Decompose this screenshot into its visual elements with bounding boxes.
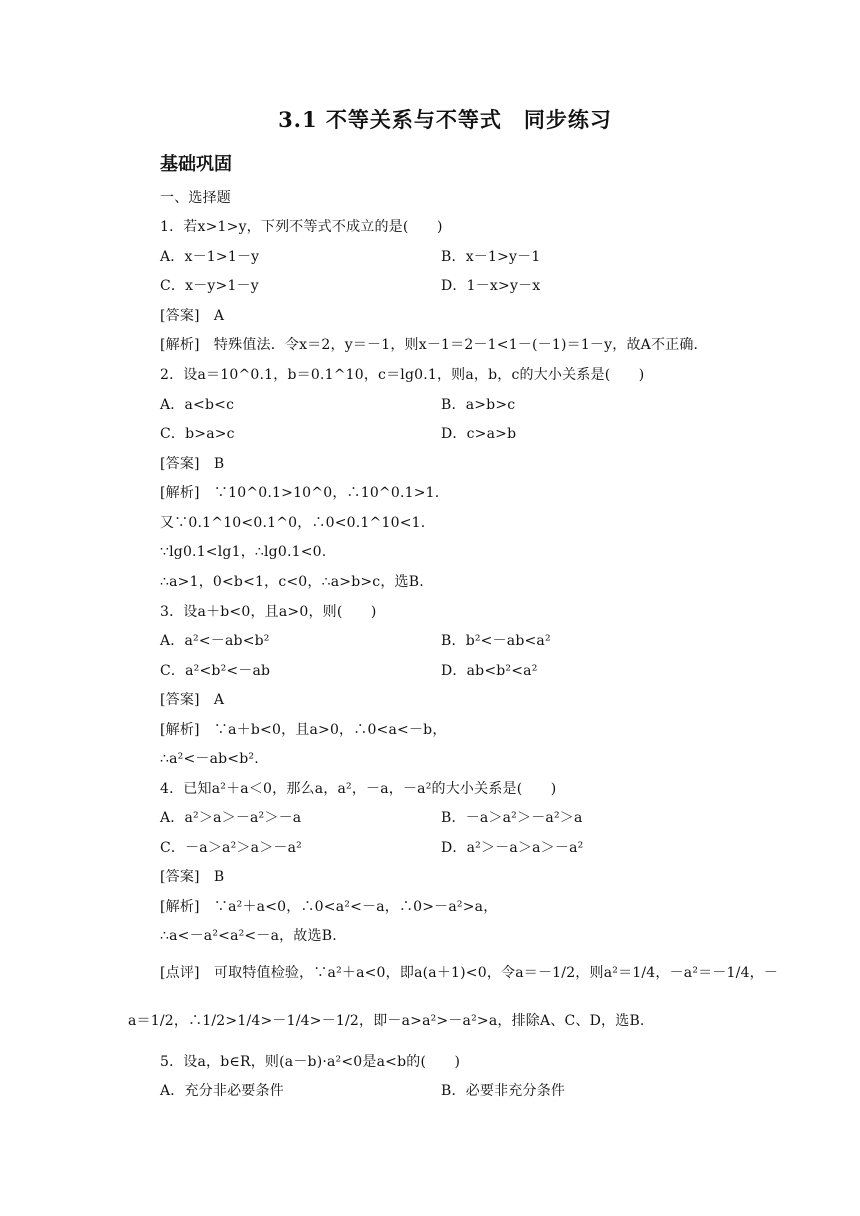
question-3-option-a: A．a²<－ab<b² [160, 633, 270, 649]
part-heading: 一、选择题 [160, 190, 231, 206]
question-2-option-b: B．a>b>c [441, 397, 516, 413]
question-1-option-b: B．x－1>y－1 [441, 249, 541, 265]
question-3-option-d: D．ab<b²<a² [441, 663, 538, 679]
question-2-answer: [答案] B [160, 456, 225, 472]
question-2-option-d: D．c>a>b [441, 426, 517, 442]
question-4-option-c: C．－a＞a²＞a＞－a² [160, 840, 302, 856]
question-3-option-b: B．b²<－ab<a² [441, 633, 551, 649]
question-4-option-d: D．a²＞－a＞a＞－a² [441, 840, 584, 856]
question-1-answer: [答案] A [160, 308, 225, 324]
question-1-stem: 1．若x>1>y，下列不等式不成立的是( ) [160, 219, 443, 235]
question-2-stem: 2．设a＝10^0.1，b＝0.1^10，c＝lg0.1，则a，b，c的大小关系是( ) [160, 367, 645, 383]
question-1-analysis: [解析] 特殊值法．令x＝2，y＝－1，则x－1＝2－1<1－(－1)＝1－y，故A不正确． [160, 337, 708, 353]
question-5-option-a: A．充分非必要条件 [160, 1083, 284, 1099]
question-2-analysis-line: 又∵0.1^10<0.1^0，∴0<0.1^10<1. [160, 515, 426, 531]
question-4-comment-line: [点评] 可取特值检验，∵a²＋a<0，即a(a＋1)<0，令a＝－1/2，则a²＝1/4，－a²＝－1/4，－ [160, 965, 779, 981]
question-2-option-c: C．b>a>c [160, 426, 235, 442]
question-2-analysis-line: ∴a>1，0<b<1，c<0，∴a>b>c，选B. [160, 574, 424, 590]
question-2-option-a: A．a<b<c [160, 397, 235, 413]
question-1-option-a: A．x－1>1－y [160, 249, 260, 265]
question-4-answer: [答案] B [160, 869, 225, 885]
question-4-comment-line: a＝1/2，∴1/2>1/4>－1/4>－1/2，即－a>a²>－a²>a，排除A、C、D，选B. [128, 1013, 645, 1029]
section-heading: 基础巩固 [160, 154, 232, 175]
question-2-analysis-line: ∵lg0.1<lg1，∴lg0.1<0. [160, 544, 327, 560]
question-3-analysis-line: [解析] ∵a＋b<0，且a>0，∴0<a<－b， [160, 722, 447, 738]
question-3-option-c: C．a²<b²<－ab [160, 663, 271, 679]
question-3-stem: 3．设a＋b<0，且a>0，则( ) [160, 604, 377, 620]
question-4-option-b: B．－a＞a²＞－a²＞a [441, 810, 583, 826]
question-1-option-d: D．1－x>y－x [441, 278, 541, 294]
question-1-option-c: C．x－y>1－y [160, 278, 259, 294]
question-3-analysis-line: ∴a²<－ab<b². [160, 751, 259, 767]
question-5-option-b: B．必要非充分条件 [441, 1083, 566, 1099]
question-2-analysis-line: [解析] ∵10^0.1>10^0，∴10^0.1>1. [160, 485, 440, 501]
question-3-answer: [答案] A [160, 692, 225, 708]
question-4-stem: 4．已知a²＋a＜0，那么a，a²，－a，－a²的大小关系是( ) [160, 781, 557, 797]
question-5-stem: 5．设a，b∈R，则(a－b)·a²<0是a<b的( ) [160, 1054, 461, 1070]
question-4-analysis-line: ∴a<－a²<a²<－a，故选B. [160, 928, 337, 944]
page-title: 3.1 不等关系与不等式 同步练习 [278, 107, 612, 132]
question-4-option-a: A．a²＞a＞－a²＞－a [160, 810, 302, 826]
question-4-analysis-line: [解析] ∵a²＋a<0，∴0<a²<－a，∴0>－a²>a， [160, 899, 498, 915]
